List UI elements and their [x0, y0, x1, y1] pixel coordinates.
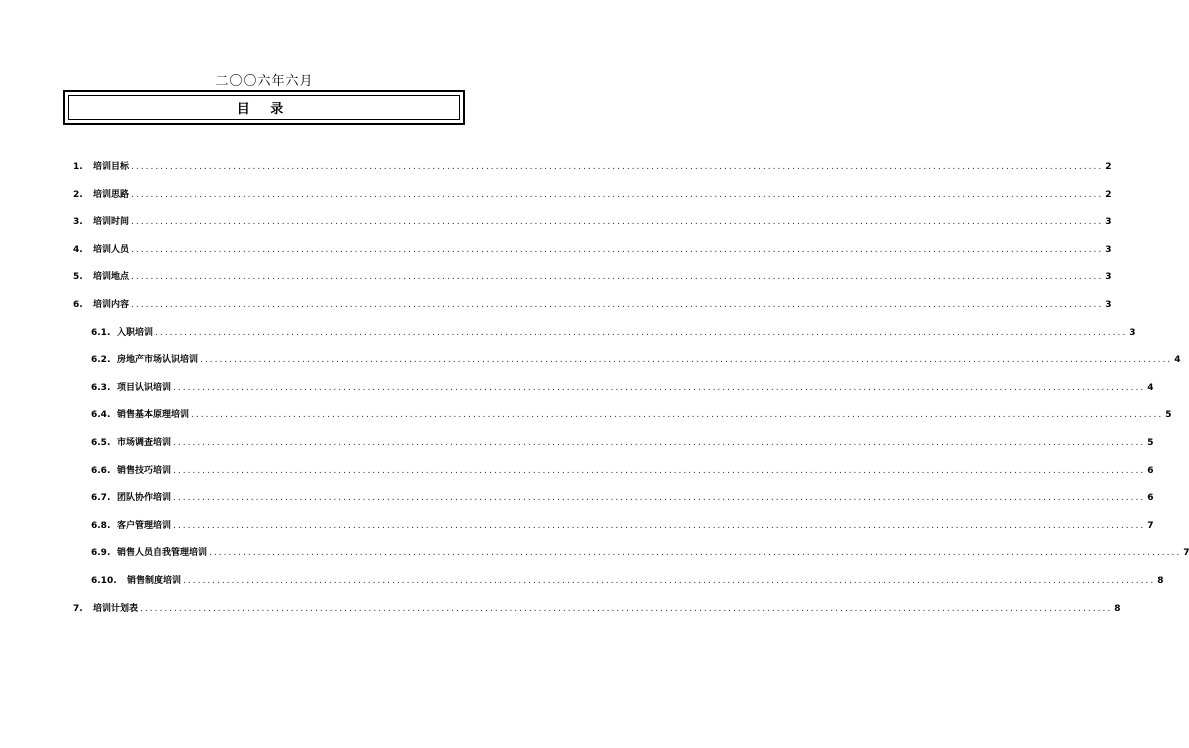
toc-entry[interactable] [91, 325, 1136, 338]
toc-entry[interactable] [73, 242, 1112, 255]
toc-title: 目 录 [236, 102, 292, 117]
toc-entry-label: 培训思路 [93, 189, 130, 200]
toc-entry-number: 6.1. [91, 327, 111, 338]
toc-entry-leader-dots: ........................................................................................................................................................................................................ [191, 410, 1164, 421]
toc-entry[interactable] [73, 601, 1121, 614]
toc-entry-page-number: 4 [1174, 355, 1181, 366]
toc-entry-page-number: 6 [1147, 465, 1154, 476]
toc-entry-number: 6.5. [91, 438, 111, 448]
toc-entry-label: 客户管理培训 [117, 520, 172, 531]
toc-entry-number: 6.4. [91, 410, 111, 421]
toc-entry-number: 6.8. [91, 520, 111, 531]
toc-entry-leader-dots: ........................................................................................................................................................................................................ [200, 355, 1173, 366]
toc-title-box [63, 90, 465, 125]
toc-entry-label: 培训目标 [93, 162, 130, 172]
toc-entry[interactable] [91, 352, 1181, 366]
toc-entry-number: 6.7. [91, 493, 111, 504]
toc-entry[interactable] [73, 187, 1112, 200]
toc-entry-page-number: 3 [1105, 217, 1112, 228]
toc-entry-label: 培训人员 [93, 244, 130, 255]
toc-entry-number: 3. [73, 217, 83, 228]
toc-entry[interactable] [73, 297, 1112, 310]
toc-entry-number: 2. [73, 189, 83, 200]
toc-entry-label: 培训内容 [93, 300, 130, 310]
toc-entry-number: 1. [73, 162, 83, 172]
toc-entry-number: 6.6. [91, 465, 111, 476]
toc-entry-number: 6.9. [91, 548, 111, 559]
toc-entry-page-number: 8 [1114, 603, 1121, 614]
document-date: 二〇〇六年六月 [215, 74, 314, 89]
toc-entry-leader-dots: ........................................................................................................................................................................................................ [131, 189, 1104, 200]
toc-entry[interactable] [73, 214, 1112, 228]
toc-entry[interactable] [73, 159, 1112, 172]
toc-entry-number: 5. [73, 272, 83, 283]
toc-entry-number: 7. [73, 603, 83, 614]
toc-entry-number: 6.10. [91, 576, 117, 586]
toc-entry-label: 销售制度培训 [127, 576, 182, 586]
toc-entry[interactable] [91, 573, 1164, 586]
toc-entry-page-number: 7 [1147, 520, 1154, 531]
toc-entry-number: 6. [73, 300, 83, 310]
toc-entry-page-number: 3 [1129, 327, 1136, 338]
toc-entry-leader-dots: ........................................................................................................................................................................................................ [131, 162, 1104, 172]
toc-entry-page-number: 7 [1183, 548, 1189, 559]
toc-entry[interactable] [91, 545, 1189, 559]
toc-entry-leader-dots: ........................................................................................................................................................................................................ [173, 520, 1146, 531]
toc-entry-leader-dots: ........................................................................................................................................................................................................ [140, 603, 1113, 614]
toc-entry-leader-dots: ........................................................................................................................................................................................................ [209, 548, 1182, 559]
toc-entry[interactable] [91, 435, 1154, 448]
toc-entry[interactable] [91, 490, 1154, 504]
toc-entry-label: 培训计划表 [93, 603, 139, 614]
toc-entry-label: 销售基本原理培训 [117, 410, 190, 421]
toc-entry-page-number: 3 [1105, 272, 1112, 283]
toc-entry-label: 培训时间 [93, 217, 130, 228]
toc-entry-leader-dots: ........................................................................................................................................................................................................ [183, 576, 1156, 586]
toc-entry[interactable] [91, 463, 1154, 476]
toc-entry-number: 6.3. [91, 382, 111, 393]
toc-entry-leader-dots: ........................................................................................................................................................................................................ [173, 438, 1146, 448]
toc-entry[interactable] [91, 407, 1172, 421]
toc-entry-leader-dots: ........................................................................................................................................................................................................ [131, 244, 1104, 255]
toc-entry-page-number: 6 [1147, 493, 1154, 504]
toc-entry-page-number: 3 [1105, 244, 1112, 255]
toc-entry-label: 市场调查培训 [117, 438, 172, 448]
toc-entry-leader-dots: ........................................................................................................................................................................................................ [173, 493, 1146, 504]
toc-entry-label: 入职培训 [117, 327, 154, 338]
toc-entry-label: 销售人员自我管理培训 [117, 548, 208, 559]
toc-entry-label: 房地产市场认识培训 [117, 355, 199, 366]
toc-entry-label: 团队协作培训 [117, 493, 172, 504]
toc-entry-page-number: 4 [1147, 382, 1154, 393]
toc-entry-page-number: 8 [1157, 576, 1164, 586]
toc-entry-page-number: 5 [1165, 410, 1172, 421]
toc-entry-page-number: 2 [1105, 162, 1112, 172]
toc-entry-label: 培训地点 [93, 272, 130, 283]
toc-entry[interactable] [91, 518, 1154, 531]
toc-entry[interactable] [91, 380, 1154, 393]
toc-entry-leader-dots: ........................................................................................................................................................................................................ [173, 382, 1146, 393]
toc-entry-label: 销售技巧培训 [117, 465, 172, 476]
toc-entry-leader-dots: ........................................................................................................................................................................................................ [131, 272, 1104, 283]
toc-entry-leader-dots: ........................................................................................................................................................................................................ [131, 217, 1104, 228]
toc-entry-number: 6.2. [91, 355, 111, 366]
toc-title-inner-border [68, 95, 460, 120]
toc-entry[interactable] [73, 269, 1112, 283]
toc-entry-leader-dots: ........................................................................................................................................................................................................ [155, 327, 1128, 338]
toc-entry-number: 4. [73, 244, 83, 255]
toc-entry-page-number: 2 [1105, 189, 1112, 200]
toc-entry-leader-dots: ........................................................................................................................................................................................................ [173, 465, 1146, 476]
toc-entry-page-number: 3 [1105, 300, 1112, 310]
toc-entry-leader-dots: ........................................................................................................................................................................................................ [131, 300, 1104, 310]
toc-entry-page-number: 5 [1147, 438, 1154, 448]
toc-entry-label: 项目认识培训 [117, 382, 172, 393]
